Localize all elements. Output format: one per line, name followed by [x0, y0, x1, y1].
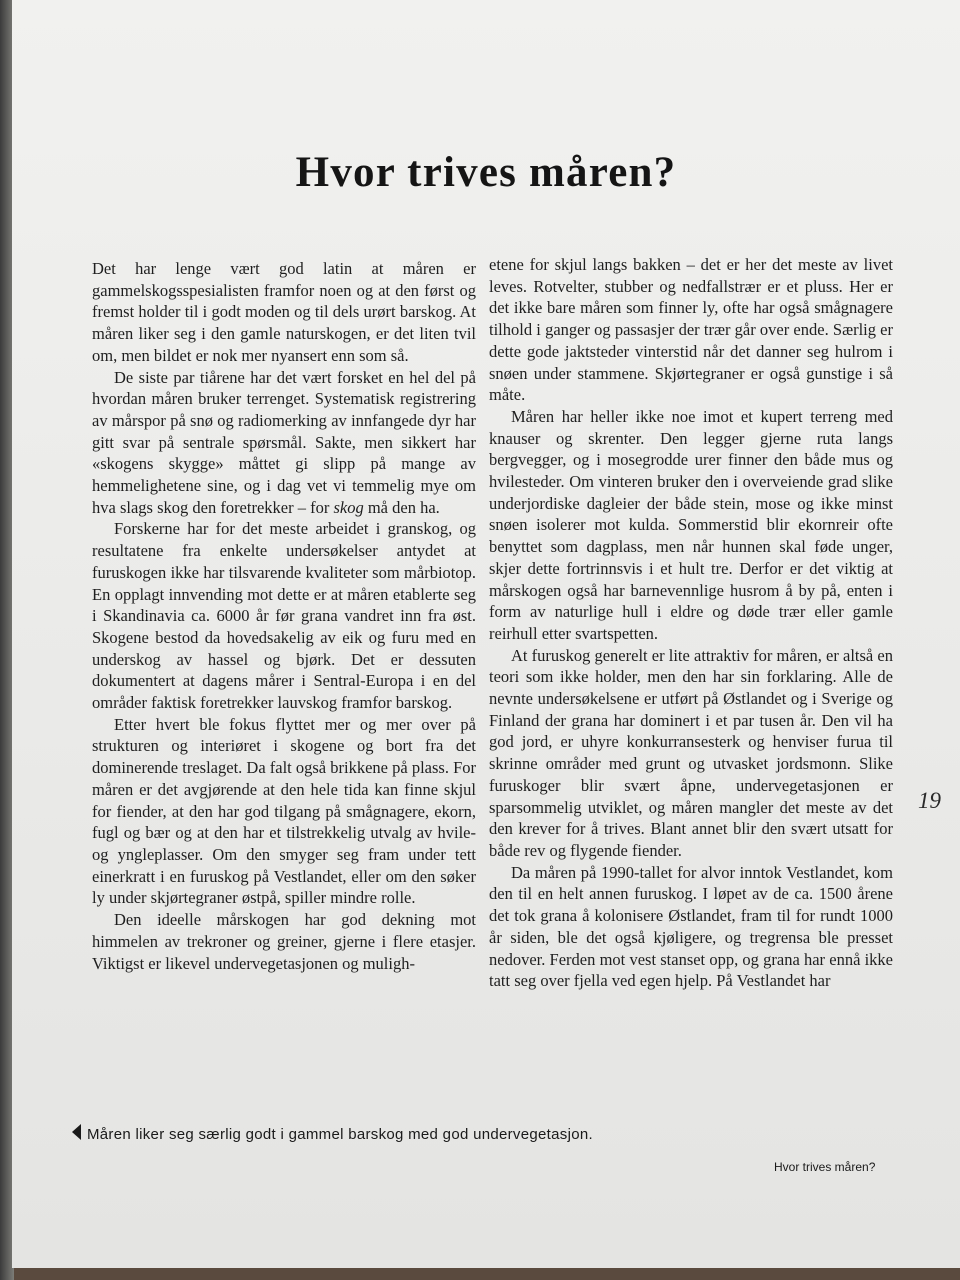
- paragraph: Det har lenge vært god latin at måren er gammelskogsspesialisten framfor noen og at den først og fremst holder til i godt moden og til dels urørt barskog. At måren liker seg i den gamle naturskogen, er det liten tvil om, men bildet er nok mer nyansert enn som så.: [92, 259, 476, 365]
- paragraph: Da måren på 1990-tallet for alvor inntok Vestlandet, kom den til en helt annen furuskog. I løpet av de ca. 1500 årene det tok grana å kolonisere Østlandet, fram til for rundt 1000 år siden, ble det også kjøligere, og tregrensa ble presset nedover. Ferden mot vest stanset opp, og grana har ennå ikke tatt seg over fjella ved egen hjelp. På Vestlandet har: [489, 862, 893, 991]
- caption-text: Måren liker seg særlig godt i gammel barskog med god undervegetasjon.: [87, 1126, 593, 1143]
- running-footer: Hvor trives måren?: [774, 1160, 876, 1174]
- paragraph: Måren har heller ikke noe imot et kupert terreng med knauser og skrenter. Den legger gjerne ruta langs bergvegger, og i mosegrodde urer finner den både mus og hvilesteder. Om vinteren bruker den i overveiende grad slike underjordiske dagleier der både stein, mose og ikke minst snøen isolerer mot kulda. Sommerstid blir ekornreir ofte benyttet som dagplass, men når hunnen skal føde unger, skjer dette fortrinnsvis i et hult tre. Derfor er det viktig at mårskogen også har barnevennlige husrom å by på, enten i form av naturlige hull i eldre og døde trær eller gamle reirhull etter svartspetten.: [489, 406, 893, 643]
- page-number: 19: [918, 788, 941, 813]
- paragraph: De siste par tiårene har det vært forsket en hel del på hvordan måren bruker terrenget. Systematisk registrering av mårspor på snø og radiomerking av innfangede dyr har gitt svar på sentrale spørsmål. Sakte, men sikkert har «skogens skygge» måttet gi slipp på mange av hemmelighetene sine, og i dag vet vi temmelig mye om hva slags skog den foretrekker – for skog må den ha.: [92, 367, 476, 517]
- paragraph: etene for skjul langs bakken – det er her det meste av livet leves. Rotvelter, stubber og nedfallstrær er et pluss. Her er det ikke bare måren som finner ly, ofte har også smågnagere tilhold i ganger og passasjer der trær går over ende. Særlig er dette gode jaktsteder vinterstid når det danner seg hulrom i snøen under stammene. Skjørtegraner er også gunstige i så måte.: [489, 255, 893, 405]
- paragraph: Den ideelle mårskogen har god dekning mot himmelen av trekroner og greiner, gjerne i flere etasjer. Viktigst er likevel undervegetasjonen og muligh-: [92, 910, 476, 973]
- right-text-column: [489, 254, 893, 992]
- book-page: [12, 0, 960, 1268]
- photo-caption: [72, 1124, 792, 1143]
- left-arrow-icon: [72, 1124, 81, 1140]
- paragraph: Etter hvert ble fokus flyttet mer og mer over på strukturen og interiøret i skogene og bort fra det dominerende treslaget. Da falt også brikkene på plass. For måren er det avgjørende at den hele tida kan finne skjul for fiender, at den har god tilgang på smågnagere, ekorn, fugl og bær og at den har et tilstrekkelig utvalg av hvile- og yngleplasser. Om den smyger seg fram under tett einerkratt i en furuskog på Vestlandet, eller om den søker ly under skjørtegraner østpå, spiller mindre rolle.: [92, 714, 476, 908]
- left-text-column: [92, 258, 476, 974]
- paragraph: Forskerne har for det meste arbeidet i granskog, og resultatene fra enkelte undersøkelser antydet at furuskogen ikke har tilsvarende kvaliteter som mårbiotop. En opplagt innvending mot dette er at måren etablerte seg i Skandinavia ca. 6000 år før grana vandret inn fra øst. Skogene bestod da hovedsakelig av eik og furu med en underskog av hassel og bjørk. Det er dessuten dokumentert at dagens mårer i Sentral-Europa i en del områder faktisk foretrekker lauvskog framfor barskog.: [92, 519, 476, 713]
- page-title: Hvor trives måren?: [295, 149, 677, 196]
- paragraph: At furuskog generelt er lite attraktiv for måren, er altså en teori som ikke holder, men den har sin forklaring. Alle de nevnte undersøkelsene er utført på Østlandet og i Sverige og Finland der grana har dominert i et par tusen år. Den vil ha god jord, er uhyre konkurransesterk og henviser furua til skrinne områder med grunt og utvasket jordsmonn. Slike furuskoger blir svært åpne, undervegetasjonen er sparsommelig utviklet, og måren mangler det meste av det den krever for å trives. Blant annet blir den svært utsatt for både rev og flygende fiender.: [489, 645, 893, 860]
